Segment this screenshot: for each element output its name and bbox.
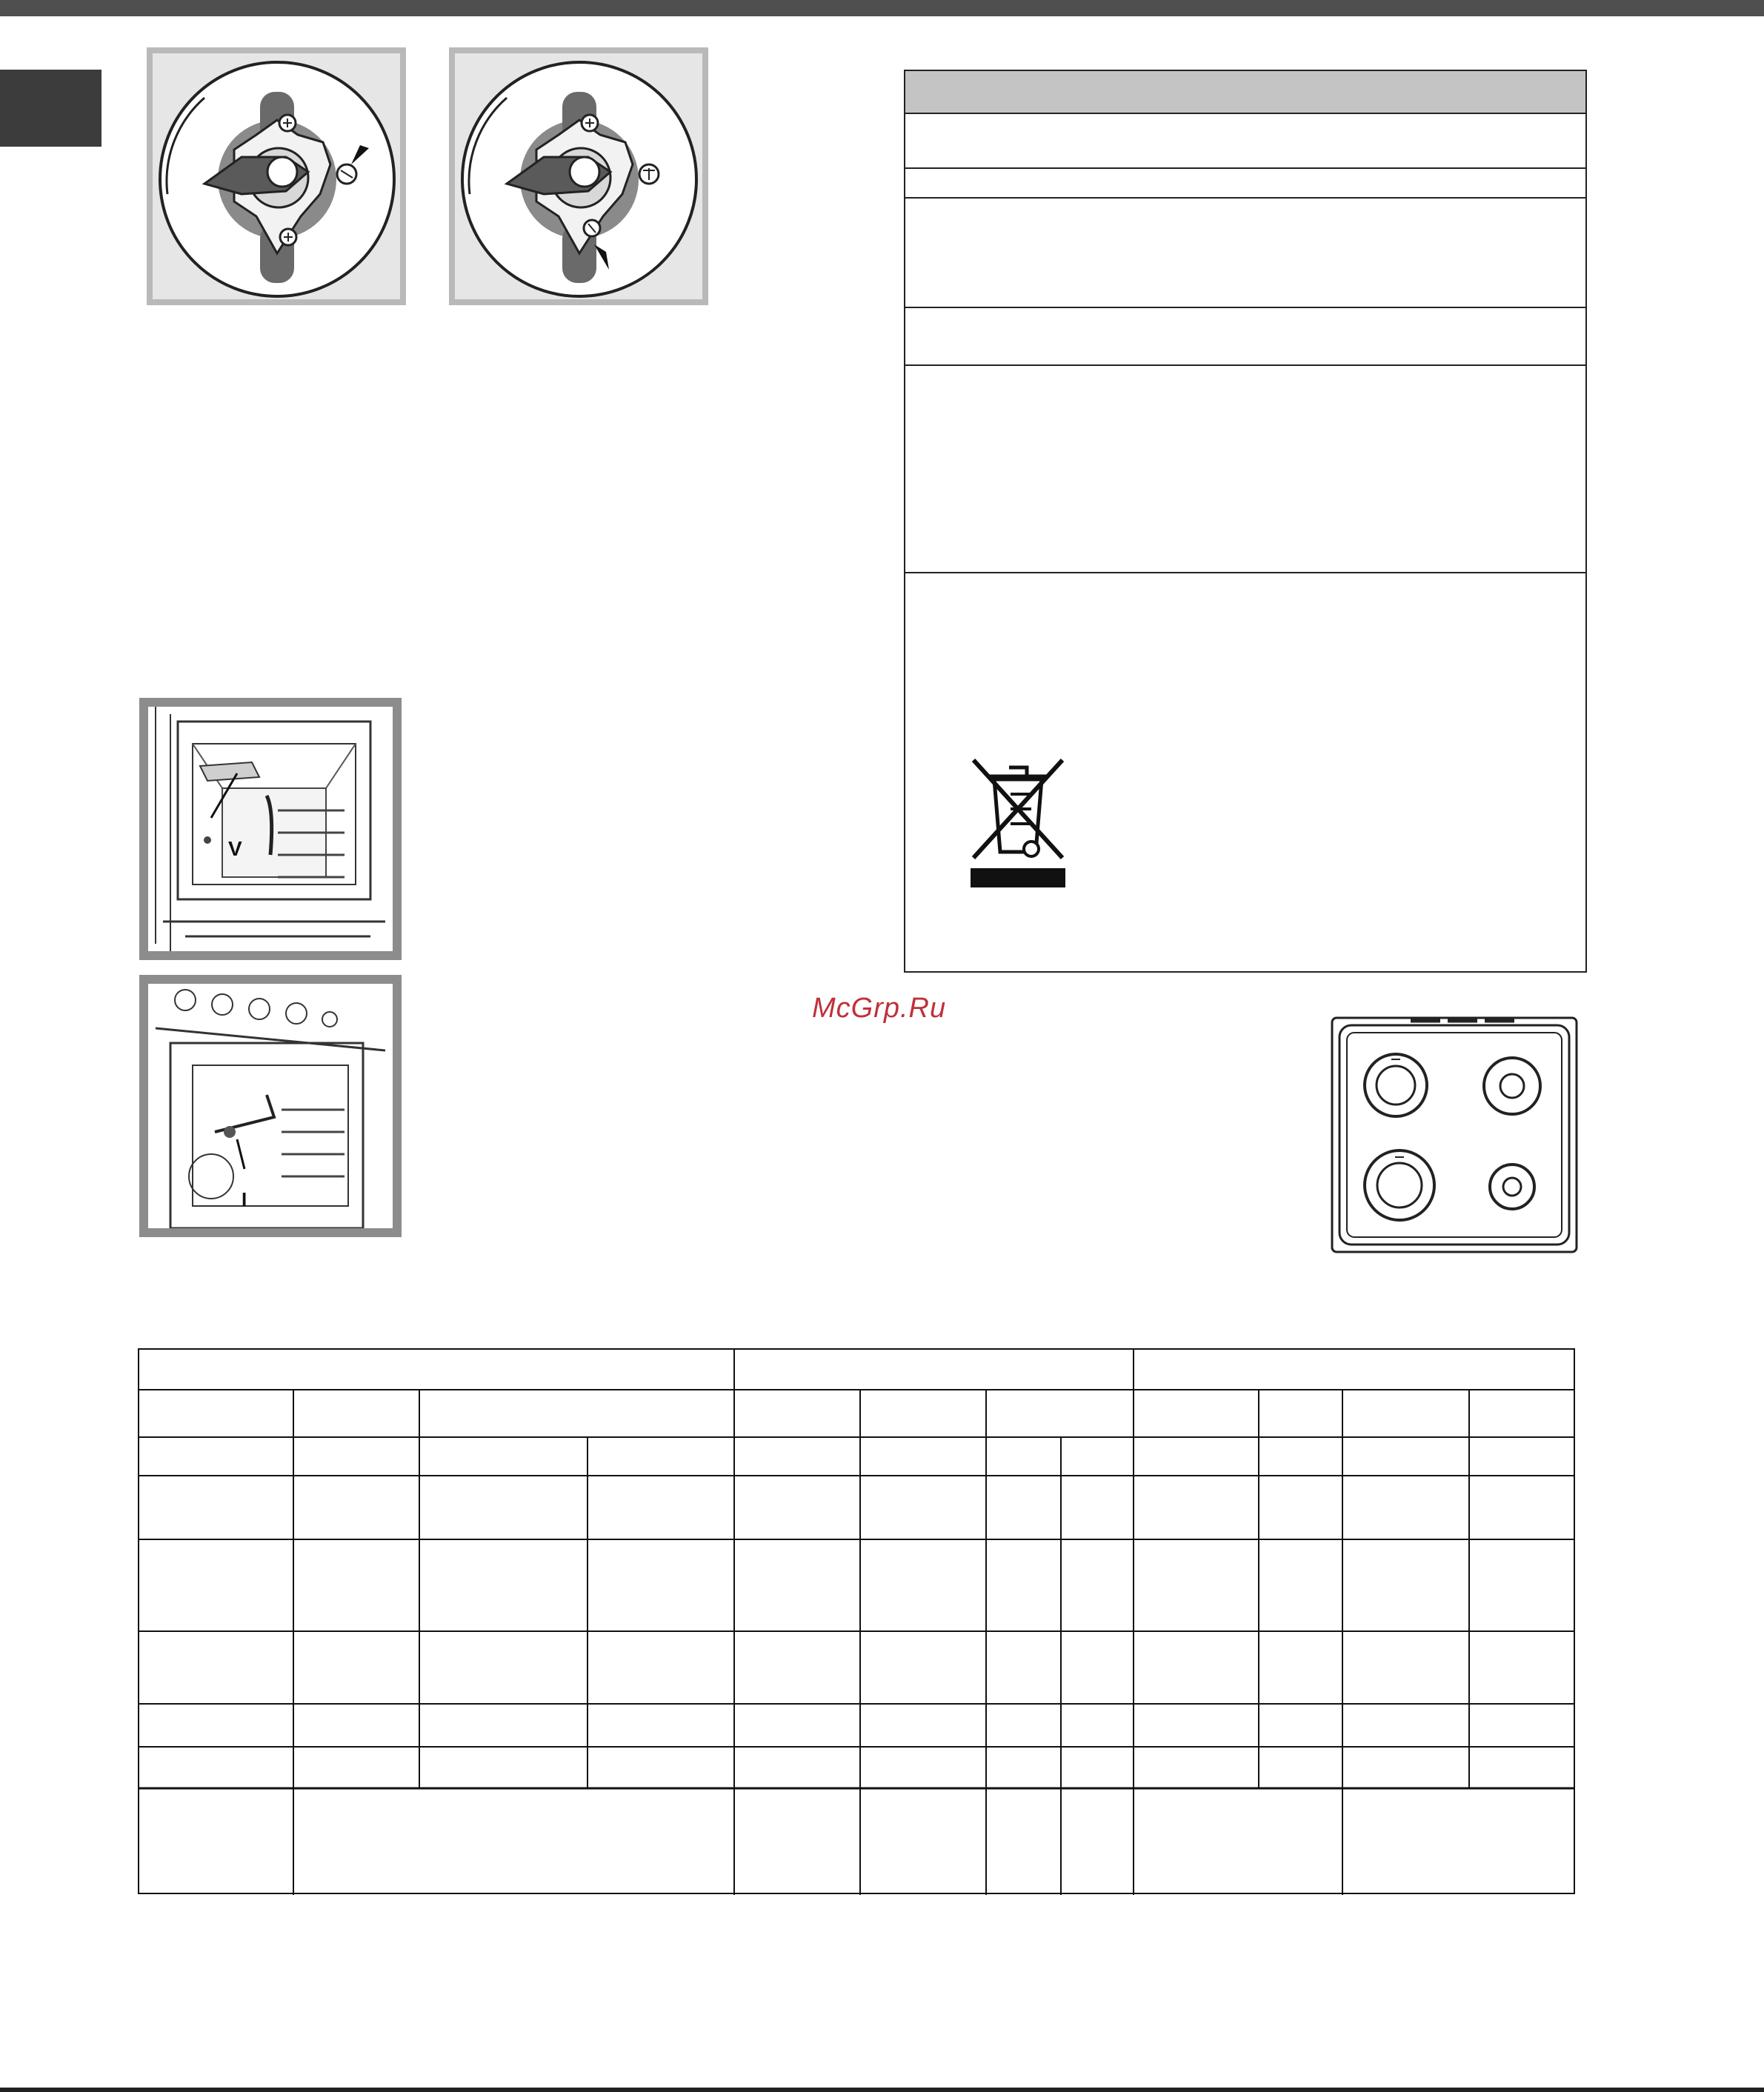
callout-i-label: I bbox=[242, 1188, 247, 1210]
oven-photo-i bbox=[139, 975, 402, 1237]
info-row-divider bbox=[905, 572, 1585, 573]
oven-front-sketch-icon bbox=[148, 984, 393, 1228]
info-row-divider bbox=[905, 197, 1585, 199]
gas-data-table bbox=[138, 1348, 1575, 1895]
watermark: McGrp.Ru bbox=[812, 993, 947, 1024]
four-burner-hob-icon bbox=[1329, 1015, 1580, 1255]
burner-valve-screw-icon bbox=[455, 53, 702, 299]
hob-diagram bbox=[1329, 1015, 1580, 1255]
burner-adjust-figure-2 bbox=[449, 47, 708, 305]
oven-photo-v bbox=[139, 698, 402, 960]
info-row-divider bbox=[905, 364, 1585, 366]
callout-v-label: V bbox=[228, 837, 242, 860]
info-panel-header bbox=[905, 71, 1585, 114]
top-bar bbox=[0, 0, 1764, 16]
burner-valve-screw-icon bbox=[153, 53, 400, 299]
language-tab bbox=[0, 70, 101, 147]
info-row-divider bbox=[905, 167, 1585, 169]
info-row-divider bbox=[905, 307, 1585, 308]
crossed-out-bin-weee-icon bbox=[968, 757, 1068, 890]
burner-adjust-figure-1 bbox=[147, 47, 406, 305]
oven-interior-sketch-icon bbox=[148, 707, 393, 951]
info-panel bbox=[904, 70, 1587, 973]
bottom-rule bbox=[0, 2088, 1764, 2092]
